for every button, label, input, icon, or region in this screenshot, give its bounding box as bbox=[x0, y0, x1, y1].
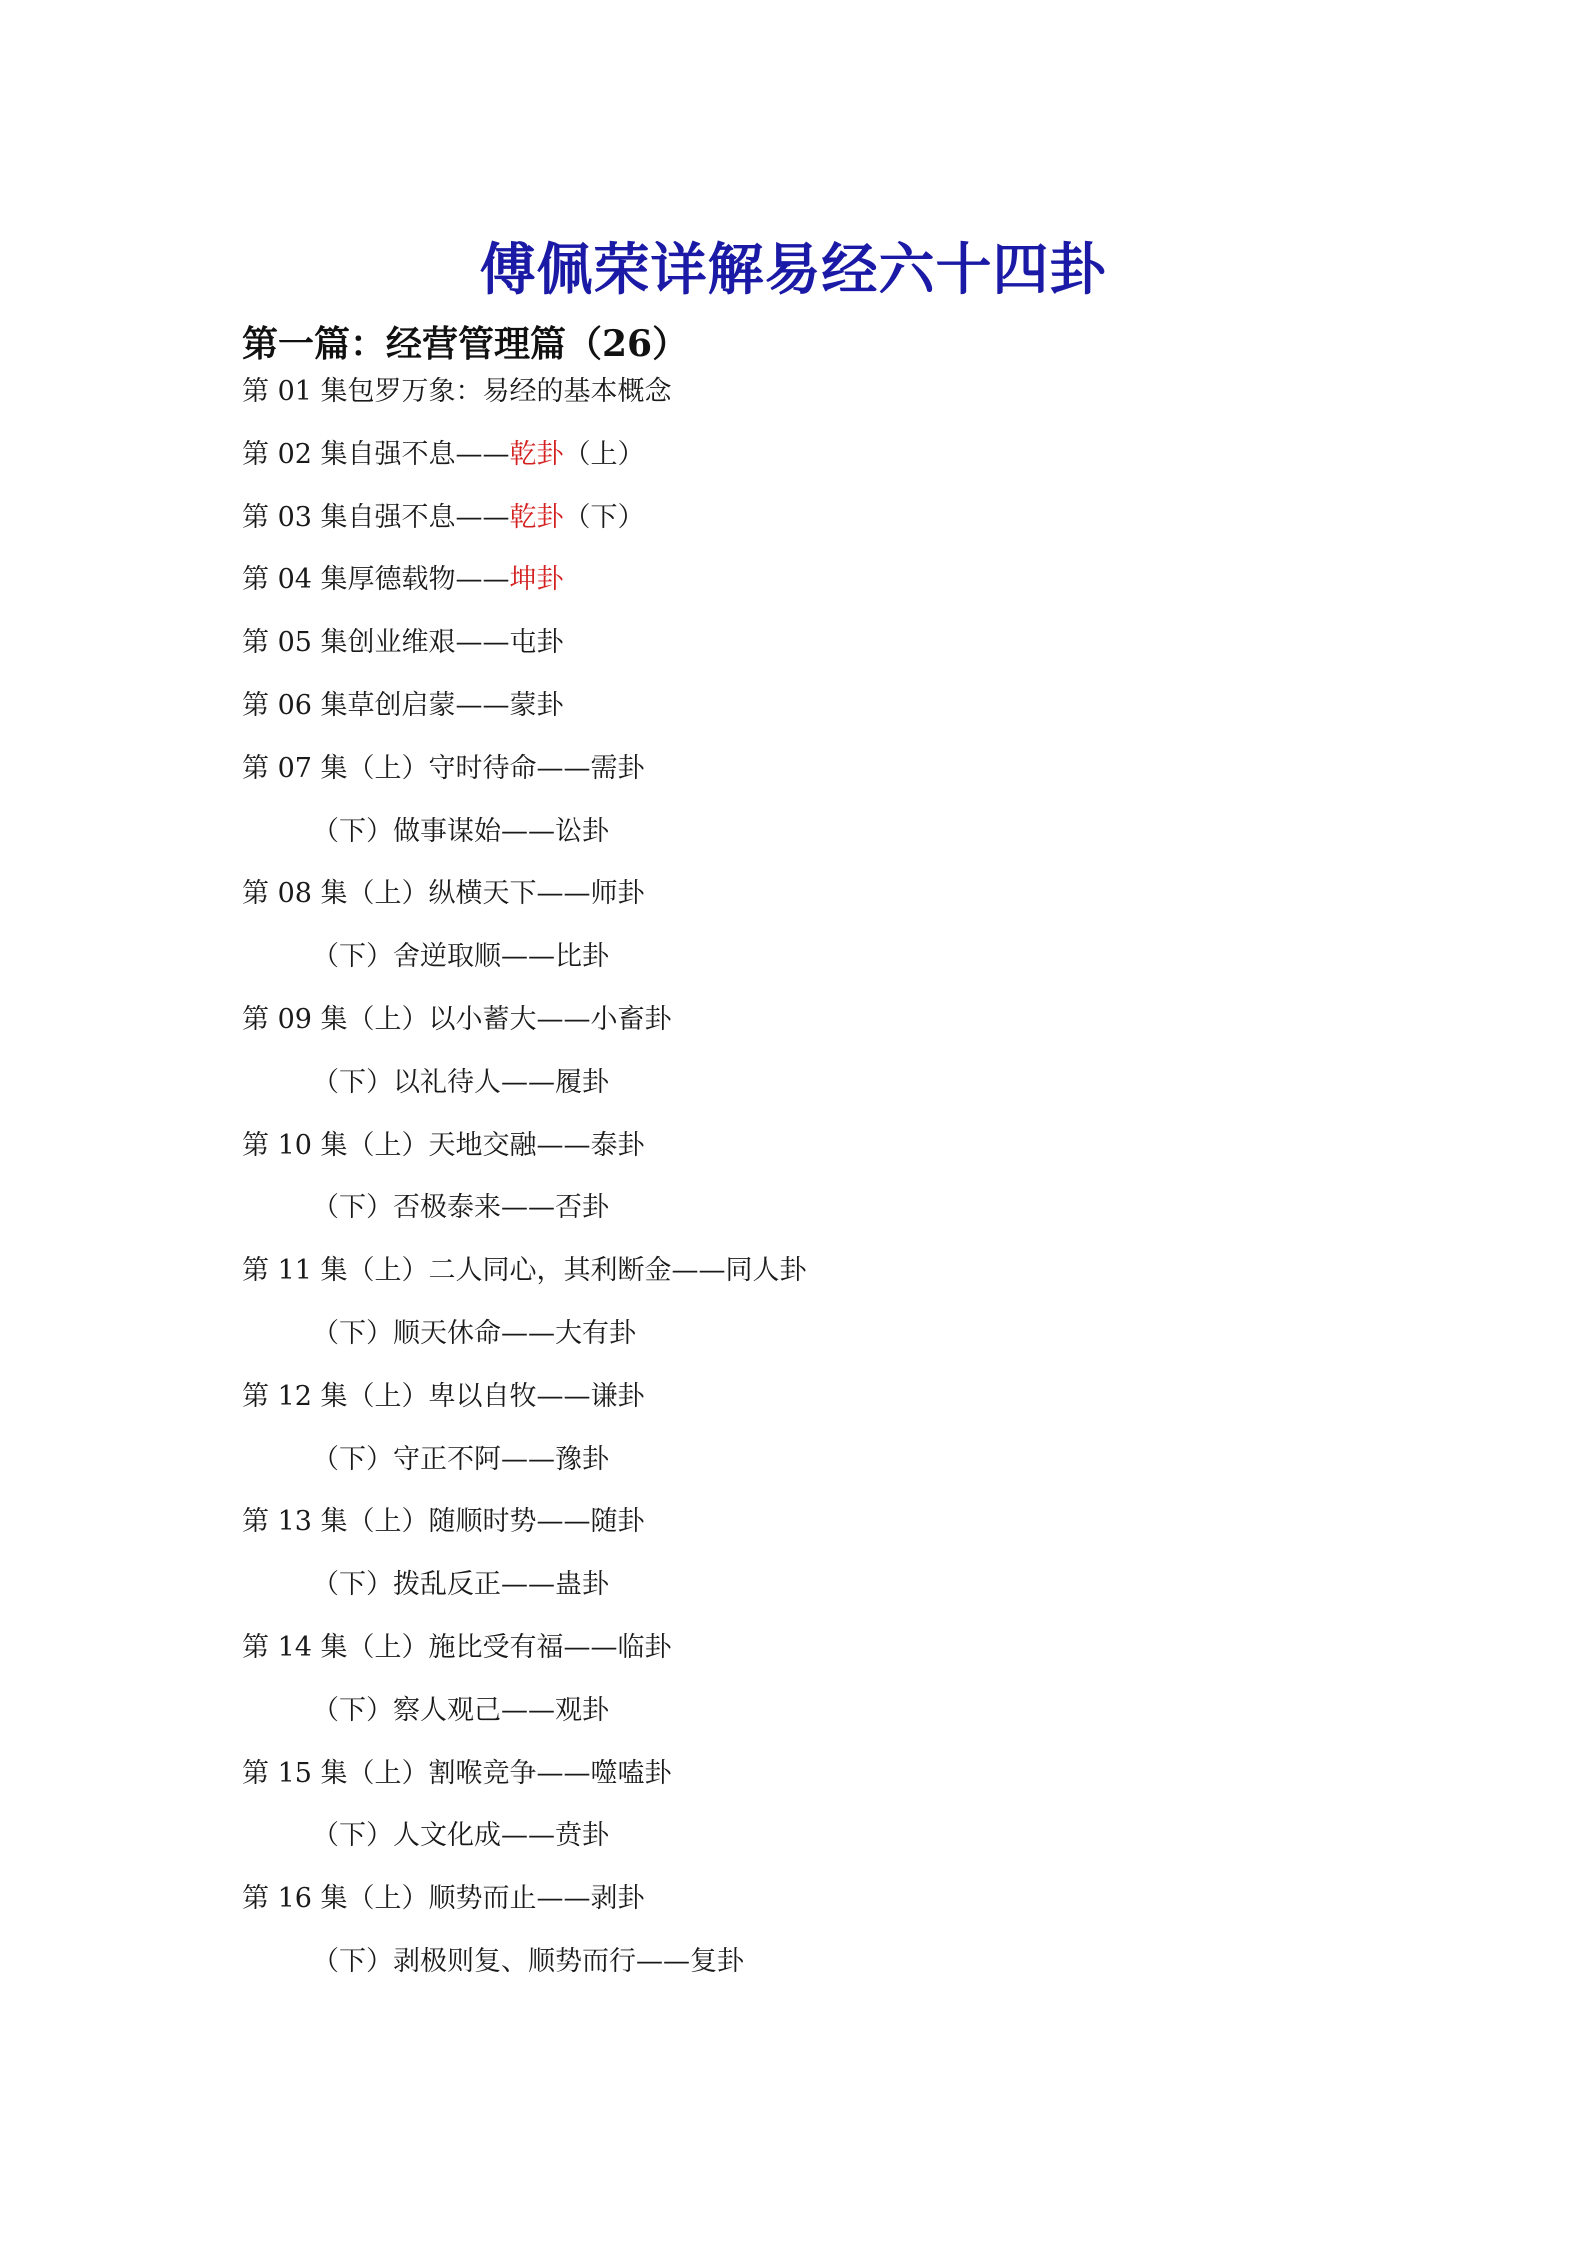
episode-title: （下）人文化成—— bbox=[312, 1820, 555, 1852]
episode-title: （下）拨乱反正—— bbox=[312, 1569, 555, 1601]
hexagram-name: 坤卦 bbox=[509, 564, 564, 596]
episode-title: （下）否极泰来—— bbox=[312, 1192, 555, 1224]
episode-entry bbox=[242, 370, 807, 433]
hexagram-name: 蛊卦 bbox=[555, 1569, 609, 1601]
episode-title: 第 09 集（上）以小蓄大—— bbox=[242, 1003, 591, 1035]
hexagram-name: 乾卦 bbox=[509, 501, 564, 533]
hexagram-name: 师卦 bbox=[590, 878, 645, 910]
episode-list bbox=[242, 370, 807, 2003]
episode-entry bbox=[242, 684, 807, 747]
episode-title: （下）顺天休命—— bbox=[312, 1317, 555, 1349]
document-title: 傅佩荣详解易经六十四卦 bbox=[479, 236, 1107, 303]
episode-subentry bbox=[242, 1940, 807, 2003]
hexagram-name: 小畜卦 bbox=[590, 1003, 672, 1035]
hexagram-name: 噬嗑卦 bbox=[590, 1757, 672, 1789]
episode-title: 第 07 集（上）守时待命—— bbox=[242, 752, 591, 784]
episode-title: 第 16 集（上）顺势而止—— bbox=[242, 1883, 591, 1915]
episode-title: 第 03 集自强不息—— bbox=[242, 501, 510, 533]
episode-subentry bbox=[242, 1312, 807, 1375]
episode-entry bbox=[242, 496, 807, 559]
episode-subentry bbox=[242, 810, 807, 873]
episode-title: 第 04 集厚德载物—— bbox=[242, 564, 510, 596]
hexagram-name: 讼卦 bbox=[555, 815, 609, 847]
episode-title: 第 11 集（上）二人同心，其利断金—— bbox=[242, 1255, 726, 1287]
hexagram-name: 谦卦 bbox=[590, 1380, 645, 1412]
episode-entry bbox=[242, 1752, 807, 1815]
episode-title: （下）剥极则复、顺势而行—— bbox=[312, 1945, 690, 1977]
episode-title: 第 13 集（上）随顺时势—— bbox=[242, 1506, 591, 1538]
hexagram-name: 豫卦 bbox=[555, 1443, 609, 1475]
hexagram-name: 比卦 bbox=[555, 941, 609, 973]
episode-title: （下）守正不阿—— bbox=[312, 1443, 555, 1475]
hexagram-name: 屯卦 bbox=[509, 627, 564, 659]
episode-title: （下）舍逆取顺—— bbox=[312, 941, 555, 973]
hexagram-name: 否卦 bbox=[555, 1192, 609, 1224]
hexagram-name: 蒙卦 bbox=[509, 689, 564, 721]
hexagram-name: 履卦 bbox=[555, 1066, 609, 1098]
episode-title: 第 05 集创业维艰—— bbox=[242, 627, 510, 659]
episode-title: 第 12 集（上）卑以自牧—— bbox=[242, 1380, 591, 1412]
hexagram-name: 贲卦 bbox=[555, 1820, 609, 1852]
episode-subentry bbox=[242, 935, 807, 998]
episode-entry bbox=[242, 872, 807, 935]
episode-title: 第 15 集（上）割喉竞争—— bbox=[242, 1757, 591, 1789]
episode-subentry bbox=[242, 1814, 807, 1877]
episode-title: 第 14 集（上）施比受有福—— bbox=[242, 1631, 618, 1663]
hexagram-name: 泰卦 bbox=[590, 1129, 645, 1161]
episode-entry bbox=[242, 433, 807, 496]
hexagram-name: 同人卦 bbox=[725, 1255, 807, 1287]
episode-subentry bbox=[242, 1438, 807, 1501]
episode-subentry bbox=[242, 1689, 807, 1752]
episode-entry bbox=[242, 1626, 807, 1689]
episode-entry bbox=[242, 1877, 807, 1940]
episode-entry bbox=[242, 558, 807, 621]
episode-entry bbox=[242, 998, 807, 1061]
episode-subentry bbox=[242, 1061, 807, 1124]
episode-subentry bbox=[242, 1563, 807, 1626]
episode-entry bbox=[242, 747, 807, 810]
section-heading: 第一篇：经营管理篇（26） bbox=[242, 322, 689, 365]
hexagram-name: 随卦 bbox=[590, 1506, 645, 1538]
episode-part: （上） bbox=[563, 438, 645, 470]
hexagram-name: 需卦 bbox=[590, 752, 645, 784]
episode-entry bbox=[242, 1124, 807, 1187]
episode-title: 第 02 集自强不息—— bbox=[242, 438, 510, 470]
episode-entry bbox=[242, 621, 807, 684]
hexagram-name: 乾卦 bbox=[509, 438, 564, 470]
episode-title: 第 01 集包罗万象：易经的基本概念 bbox=[242, 376, 672, 407]
episode-title: （下）以礼待人—— bbox=[312, 1066, 555, 1098]
episode-title: （下）察人观己—— bbox=[312, 1694, 555, 1726]
episode-title: 第 08 集（上）纵横天下—— bbox=[242, 878, 591, 910]
episode-entry bbox=[242, 1375, 807, 1438]
episode-part: （下） bbox=[563, 501, 645, 533]
episode-subentry bbox=[242, 1186, 807, 1249]
hexagram-name: 剥卦 bbox=[590, 1883, 645, 1915]
episode-title: 第 06 集草创启蒙—— bbox=[242, 689, 510, 721]
episode-title: 第 10 集（上）天地交融—— bbox=[242, 1129, 591, 1161]
episode-entry bbox=[242, 1249, 807, 1312]
hexagram-name: 大有卦 bbox=[555, 1317, 636, 1349]
hexagram-name: 临卦 bbox=[617, 1631, 672, 1663]
episode-entry bbox=[242, 1500, 807, 1563]
hexagram-name: 观卦 bbox=[555, 1694, 609, 1726]
hexagram-name: 复卦 bbox=[690, 1945, 744, 1977]
episode-title: （下）做事谋始—— bbox=[312, 815, 555, 847]
